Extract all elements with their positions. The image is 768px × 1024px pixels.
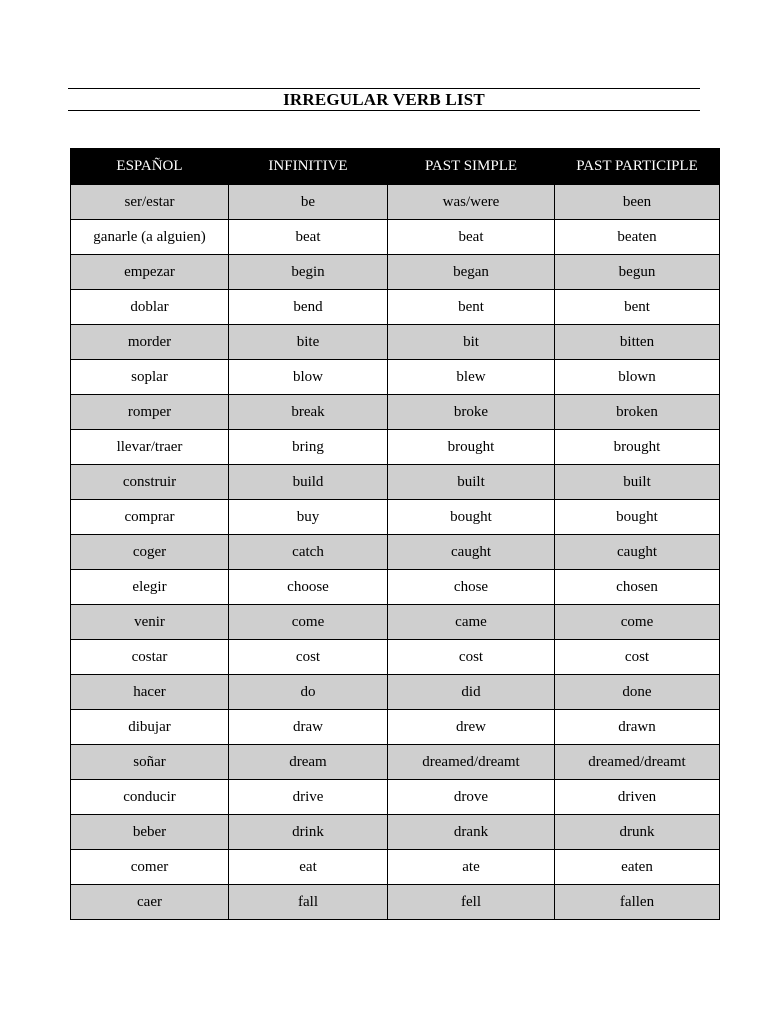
cell-espanol: morder	[71, 325, 229, 360]
cell-espanol: beber	[71, 815, 229, 850]
cell-espanol: soñar	[71, 745, 229, 780]
cell-espanol: costar	[71, 640, 229, 675]
cell-espanol: doblar	[71, 290, 229, 325]
cell-espanol: construir	[71, 465, 229, 500]
cell-infinitive: buy	[229, 500, 388, 535]
cell-past-simple: drew	[388, 710, 555, 745]
table-row	[71, 605, 720, 640]
cell-past-simple: chose	[388, 570, 555, 605]
cell-espanol: hacer	[71, 675, 229, 710]
cell-past-participle: fallen	[555, 885, 720, 920]
cell-infinitive: drink	[229, 815, 388, 850]
cell-espanol: empezar	[71, 255, 229, 290]
cell-past-participle: eaten	[555, 850, 720, 885]
cell-past-participle: built	[555, 465, 720, 500]
cell-past-participle: caught	[555, 535, 720, 570]
cell-infinitive: come	[229, 605, 388, 640]
cell-espanol: caer	[71, 885, 229, 920]
cell-past-simple: caught	[388, 535, 555, 570]
cell-infinitive: cost	[229, 640, 388, 675]
cell-espanol: dibujar	[71, 710, 229, 745]
cell-infinitive: break	[229, 395, 388, 430]
cell-past-simple: drove	[388, 780, 555, 815]
column-header-espanol: ESPAÑOL	[71, 149, 229, 184]
table-row	[71, 465, 720, 500]
cell-past-simple: bent	[388, 290, 555, 325]
header-row	[71, 149, 720, 184]
cell-past-simple: fell	[388, 885, 555, 920]
column-header-past-simple: PAST SIMPLE	[388, 149, 555, 184]
cell-espanol: llevar/traer	[71, 430, 229, 465]
table-row	[71, 710, 720, 745]
table-row	[71, 325, 720, 360]
column-header-infinitive: INFINITIVE	[229, 149, 388, 184]
cell-past-simple: was/were	[388, 185, 555, 220]
cell-infinitive: blow	[229, 360, 388, 395]
title-bottom-rule	[68, 110, 700, 111]
cell-past-participle: broken	[555, 395, 720, 430]
cell-past-participle: brought	[555, 430, 720, 465]
table-row	[71, 290, 720, 325]
cell-espanol: ser/estar	[71, 185, 229, 220]
cell-past-simple: blew	[388, 360, 555, 395]
cell-infinitive: beat	[229, 220, 388, 255]
cell-past-participle: bought	[555, 500, 720, 535]
cell-past-simple: began	[388, 255, 555, 290]
cell-past-participle: dreamed/dreamt	[555, 745, 720, 780]
cell-infinitive: bring	[229, 430, 388, 465]
cell-past-participle: done	[555, 675, 720, 710]
cell-past-participle: bitten	[555, 325, 720, 360]
cell-past-participle: come	[555, 605, 720, 640]
cell-past-participle: driven	[555, 780, 720, 815]
cell-infinitive: draw	[229, 710, 388, 745]
cell-infinitive: choose	[229, 570, 388, 605]
cell-infinitive: catch	[229, 535, 388, 570]
cell-infinitive: fall	[229, 885, 388, 920]
table-row	[71, 815, 720, 850]
cell-infinitive: eat	[229, 850, 388, 885]
cell-past-simple: built	[388, 465, 555, 500]
cell-past-participle: cost	[555, 640, 720, 675]
cell-past-participle: drawn	[555, 710, 720, 745]
table-row	[71, 640, 720, 675]
cell-past-simple: drank	[388, 815, 555, 850]
cell-infinitive: be	[229, 185, 388, 220]
cell-infinitive: begin	[229, 255, 388, 290]
cell-past-participle: chosen	[555, 570, 720, 605]
cell-espanol: elegir	[71, 570, 229, 605]
cell-past-simple: bit	[388, 325, 555, 360]
cell-infinitive: do	[229, 675, 388, 710]
verb-table-header	[71, 149, 720, 184]
cell-past-participle: been	[555, 185, 720, 220]
cell-infinitive: drive	[229, 780, 388, 815]
table-row	[71, 500, 720, 535]
cell-past-simple: came	[388, 605, 555, 640]
table-row	[71, 850, 720, 885]
cell-espanol: ganarle (a alguien)	[71, 220, 229, 255]
cell-espanol: comprar	[71, 500, 229, 535]
cell-espanol: venir	[71, 605, 229, 640]
table-row	[71, 570, 720, 605]
cell-past-simple: brought	[388, 430, 555, 465]
cell-past-simple: ate	[388, 850, 555, 885]
table-row	[71, 535, 720, 570]
cell-past-simple: cost	[388, 640, 555, 675]
cell-past-simple: dreamed/dreamt	[388, 745, 555, 780]
table-row	[71, 885, 720, 920]
table-row	[71, 220, 720, 255]
cell-past-participle: bent	[555, 290, 720, 325]
cell-espanol: romper	[71, 395, 229, 430]
cell-espanol: comer	[71, 850, 229, 885]
table-row	[71, 745, 720, 780]
column-header-past-participle: PAST PARTICIPLE	[555, 149, 720, 184]
cell-infinitive: bite	[229, 325, 388, 360]
cell-infinitive: bend	[229, 290, 388, 325]
cell-past-simple: broke	[388, 395, 555, 430]
cell-past-participle: blown	[555, 360, 720, 395]
table-row	[71, 780, 720, 815]
cell-past-participle: drunk	[555, 815, 720, 850]
cell-past-participle: beaten	[555, 220, 720, 255]
cell-past-participle: begun	[555, 255, 720, 290]
table-row	[71, 360, 720, 395]
cell-past-simple: did	[388, 675, 555, 710]
table-row	[71, 185, 720, 220]
cell-espanol: coger	[71, 535, 229, 570]
cell-infinitive: dream	[229, 745, 388, 780]
verb-table	[70, 148, 720, 920]
cell-infinitive: build	[229, 465, 388, 500]
cell-espanol: soplar	[71, 360, 229, 395]
table-row	[71, 675, 720, 710]
cell-past-simple: bought	[388, 500, 555, 535]
page-title: IRREGULAR VERB LIST	[283, 90, 485, 109]
cell-past-simple: beat	[388, 220, 555, 255]
table-row	[71, 255, 720, 290]
table-row	[71, 430, 720, 465]
verb-table-body	[71, 184, 720, 920]
table-row	[71, 395, 720, 430]
cell-espanol: conducir	[71, 780, 229, 815]
